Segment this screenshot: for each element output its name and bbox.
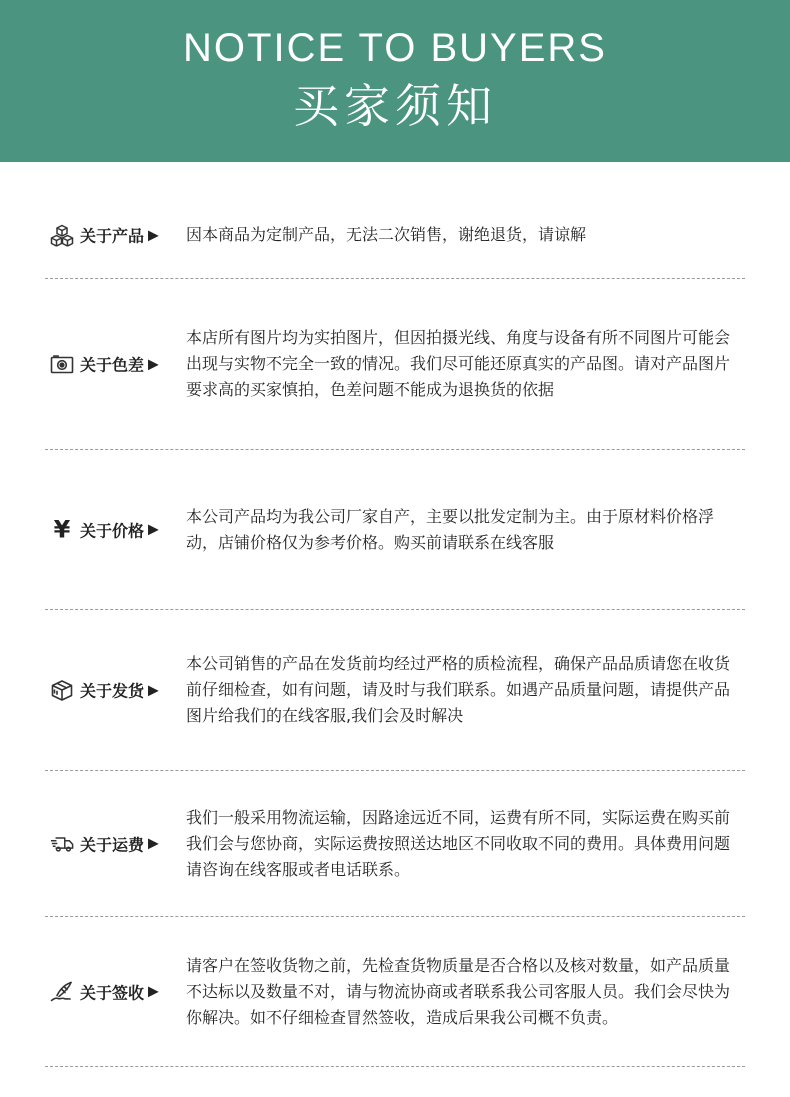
package-icon — [50, 679, 74, 701]
row-label: 关于价格 — [80, 521, 145, 540]
notice-row-price — [45, 450, 745, 610]
cubes-icon — [50, 224, 74, 246]
notice-row-product — [45, 162, 745, 279]
camera-icon — [50, 353, 74, 375]
arrow-right-icon: ▶ — [148, 521, 159, 538]
arrow-right-icon: ▶ — [148, 835, 159, 852]
pen-signature-icon — [50, 981, 74, 1003]
notice-row-shipping — [45, 610, 745, 771]
arrow-right-icon: ▶ — [148, 356, 159, 372]
title-en: NOTICE TO BUYERS — [183, 26, 607, 70]
row-label: 关于产品 — [80, 226, 145, 246]
truck-icon — [50, 833, 74, 855]
row-text: 我们一般采用物流运输，因路途远近不同，运费有所不同，实际运费在购买前我们会与您协商，实际运费按照送达地区不同收取不同的费用。具体费用问题请咨询在线客服或者电话联系。 — [186, 807, 731, 879]
notice-row-color — [45, 279, 745, 450]
arrow-right-icon: ▶ — [148, 983, 159, 1000]
arrow-right-icon: ▶ — [148, 682, 159, 698]
row-label: 关于签收 — [80, 983, 145, 1002]
notice-list — [0, 162, 790, 1067]
row-label: 关于色差 — [80, 355, 145, 375]
row-label: 关于发货 — [80, 681, 145, 701]
row-text: 因本商品为定制产品，无法二次销售，谢绝退货，请谅解 — [186, 225, 587, 244]
header-banner — [0, 0, 790, 162]
row-text: 本店所有图片均为实拍图片，但因拍摄光线、角度与设备有所不同图片可能会出现与实物不完全一致的情况。我们尽可能还原真实的产品图。请对产品图片要求高的买家慎拍，色差问题不能成为退换货的依据 — [186, 328, 731, 399]
row-text: 本公司产品均为我公司厂家自产，主要以批发定制为主。由于原材料价格浮动，店铺价格仅为参考价格。购买前请联系在线客服 — [186, 506, 715, 552]
row-text: 请客户在签收货物之前，先检查货物质量是否合格以及核对数量，如产品质量不达标以及数量不对，请与物流协商或者联系我公司客服人员。我们会尽快为你解决。如不仔细检查冒然签收，造成后果我公司概不负责。 — [186, 955, 731, 1027]
row-label: 关于运费 — [80, 835, 145, 854]
arrow-right-icon: ▶ — [148, 227, 159, 243]
row-text: 本公司销售的产品在发货前均经过严格的质检流程，确保产品品质请您在收货前仔细检查，如有问题，请及时与我们联系。如遇产品质量问题，请提供产品图片给我们的在线客服,我们会及时解决 — [186, 654, 731, 725]
notice-row-signing — [45, 917, 745, 1067]
title-zh: 买家须知 — [293, 79, 497, 133]
notice-row-freight — [45, 771, 745, 917]
yen-icon: ¥ — [53, 515, 71, 544]
